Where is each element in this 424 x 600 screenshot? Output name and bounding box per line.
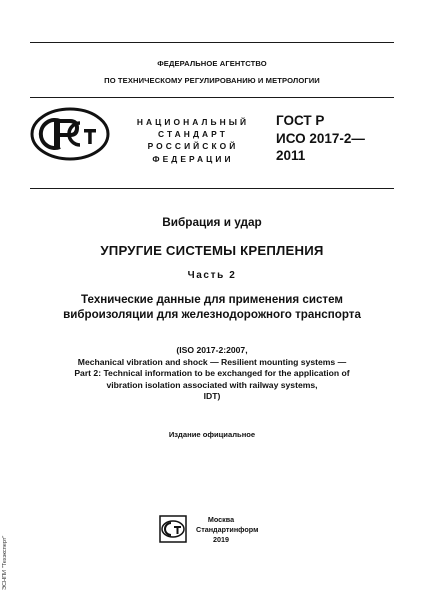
iso-reference-line: Part 2: Technical information to be exchanged for the application of — [74, 368, 350, 379]
national-standard-line: РОССИЙСКОЙ — [147, 141, 239, 152]
edition-label: Издание официальное — [168, 430, 256, 439]
designation-line: ИСО 2017-2— — [276, 130, 365, 146]
national-standard-line: НАЦИОНАЛЬНЫЙ — [136, 117, 250, 127]
publisher-city: Москва — [207, 515, 235, 524]
header-bottom-rule — [30, 188, 394, 189]
publisher-info — [196, 515, 259, 546]
iso-reference-line: vibration isolation associated with railway systems, — [106, 379, 318, 390]
national-standard-label — [128, 116, 258, 165]
national-standard-line: ФЕДЕРАЦИИ — [152, 153, 234, 164]
side-watermark: ЭСНПИ "Техэксперт" — [2, 535, 8, 590]
top-rule — [30, 42, 394, 43]
standard-designation — [276, 112, 365, 165]
iso-reference — [0, 345, 424, 403]
designation-line: 2011 — [276, 148, 306, 163]
agency-line-2: ПО ТЕХНИЧЕСКОМУ РЕГУЛИРОВАНИЮ И МЕТРОЛОГИИ — [104, 76, 320, 85]
title-part: Часть 2 — [187, 270, 237, 281]
title-main: УПРУГИЕ СИСТЕМЫ КРЕПЛЕНИЯ — [100, 243, 324, 258]
publisher-name: Стандартинформ — [196, 525, 259, 535]
designation-line: ГОСТ Р — [276, 113, 325, 128]
publisher-logo-icon — [159, 515, 187, 543]
rst-logo-icon — [30, 107, 110, 161]
publisher-year: 2019 — [213, 535, 229, 545]
agency-line-1: ФЕДЕРАЛЬНОЕ АГЕНТСТВО — [157, 59, 267, 68]
title-subtitle — [0, 292, 424, 322]
title-vibration: Вибрация и удар — [162, 215, 262, 229]
subtitle-line: виброизоляции для железнодорожного транспорта — [63, 308, 361, 321]
national-standard-line: СТАНДАРТ — [158, 129, 228, 140]
header-rule — [30, 97, 394, 98]
iso-reference-line: IDT) — [203, 391, 221, 402]
iso-reference-line: (ISO 2017-2:2007, — [176, 345, 248, 355]
iso-reference-line: Mechanical vibration and shock — Resilient mounting systems — — [77, 356, 347, 367]
subtitle-line: Технические данные для применения систем — [81, 293, 343, 306]
